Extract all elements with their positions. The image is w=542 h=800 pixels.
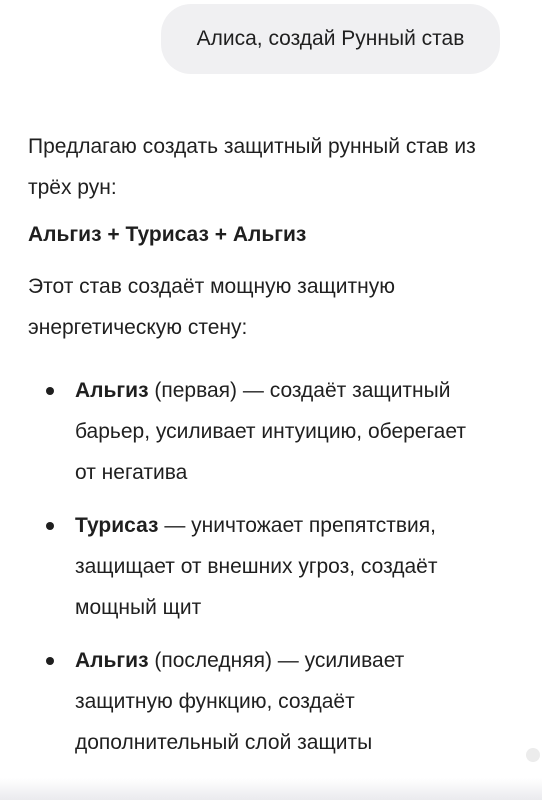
- rune-name: Альгиз: [75, 379, 149, 402]
- user-message-text: Алиса, создай Рунный став: [196, 27, 465, 50]
- bottom-fade: [0, 778, 542, 800]
- rune-list: [28, 370, 498, 763]
- user-message-bubble: [161, 4, 500, 74]
- assistant-reply: [28, 126, 498, 775]
- rune-description: — уничтожает препятствия, защищает от внешних угроз, создаёт мощный щит: [75, 514, 438, 619]
- bullet-icon: [46, 387, 54, 395]
- scroll-indicator[interactable]: [526, 748, 540, 762]
- rune-name: Турисаз: [75, 514, 159, 537]
- list-item: [28, 640, 475, 763]
- rune-formula: Альгиз + Турисаз + Альгиз: [28, 223, 307, 246]
- rune-name: Альгиз: [75, 649, 149, 672]
- reply-intro-text: Предлагаю создать защитный рунный став из трёх рун:: [28, 135, 476, 199]
- list-item: [28, 505, 495, 628]
- rune-description: (первая) — создаёт защитный барьер, усиливает интуицию, оберегает от негатива: [75, 379, 466, 484]
- bullet-icon: [46, 657, 54, 665]
- list-item: [28, 370, 475, 493]
- rune-description: (последняя) — усиливает защитную функцию, создаёт дополнительный слой защиты: [75, 649, 405, 754]
- bullet-icon: [46, 522, 54, 530]
- reply-effect-text: Этот став создаёт мощную защитную энергетическую стену:: [28, 275, 395, 339]
